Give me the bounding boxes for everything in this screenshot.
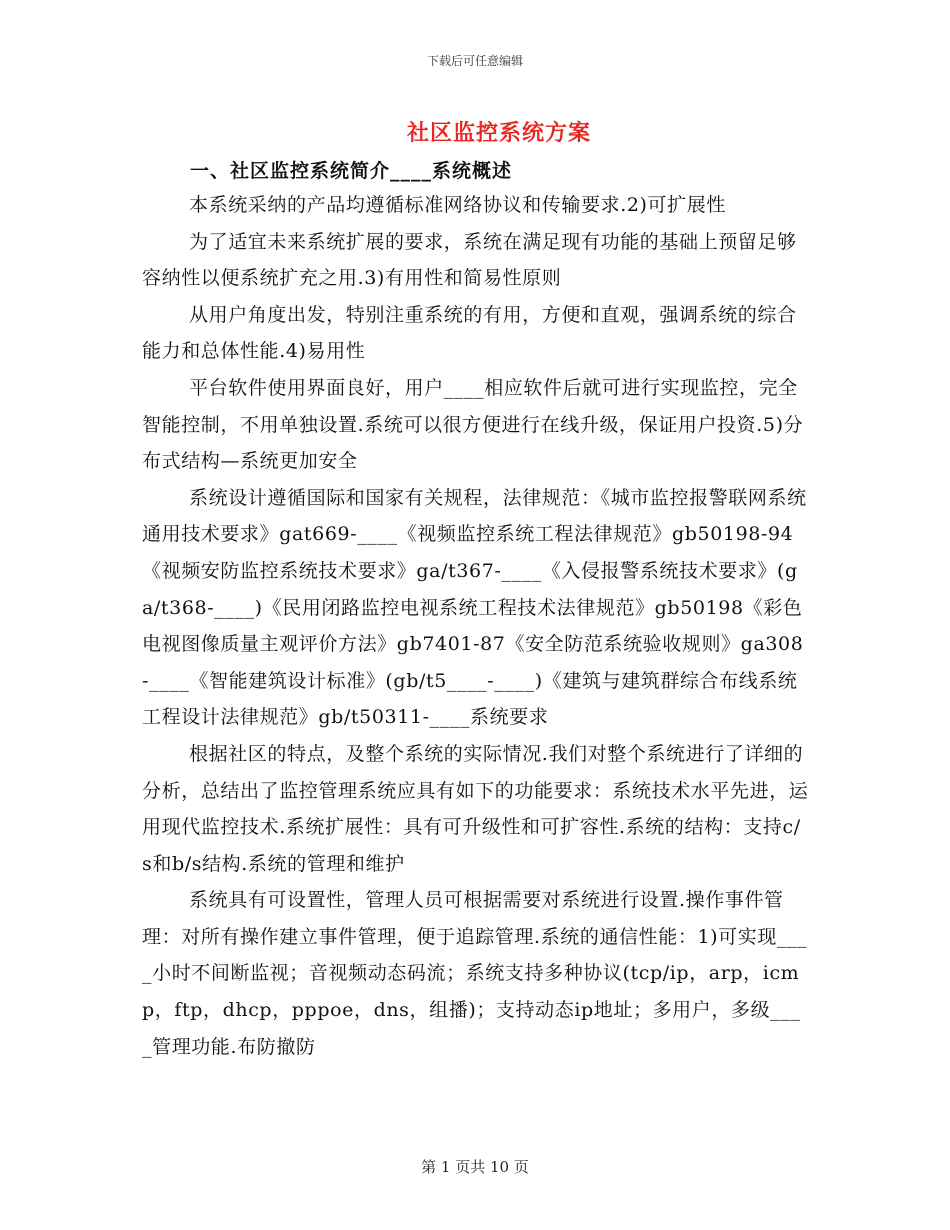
- paragraph: 根据社区的特点，及整个系统的实际情况.我们对整个系统进行了详细的分析，总结出了监控管理系统应具有如下的功能要求：系统技术水平先进，运用现代监控技术.系统扩展性：具有可升级性和可扩容性.系统的结构：支持c/s和b/s结构.系统的管理和维护: [142, 742, 809, 875]
- page-number-footer: 第 1 页共 10 页: [421, 1158, 529, 1176]
- paragraph: 系统设计遵循国际和国家有关规程，法律规范：《城市监控报警联网系统通用技术要求》gat669-____《视频监控系统工程法律规范》gb50198-94《视频安防监控系统技术要求》ga/t367-____《入侵报警系统技术要求》(ga/t368-____)《民用闭路监控电视系统工程技术法律规范》gb50198《彩色电视图像质量主观评价方法》gb7401-87《安全防范系统验收规则》ga308-____《智能建筑设计标准》(gb/t5____-____)《建筑与建筑群综合布线系统工程设计法律规范》gb/t50311-____系统要求: [142, 486, 807, 729]
- section-heading: 一、社区监控系统简介____系统概述: [190, 160, 513, 182]
- paragraph: 平台软件使用界面良好，用户____相应软件后就可进行实现监控，完全智能控制，不用单独设置.系统可以很方便进行在线升级，保证用户投资.5)分布式结构—系统更加安全: [142, 376, 804, 473]
- document-body: [142, 187, 810, 1065]
- paragraph: 从用户角度出发，特别注重系统的有用，方便和直观，强调系统的综合能力和总体性能.4)易用性: [142, 303, 797, 363]
- paragraph: 系统具有可设置性，管理人员可根据需要对系统进行设置.操作事件管理：对所有操作建立事件管理，便于追踪管理.系统的通信性能：1)可实现____小时不间断监视；音视频动态码流；系统支持多种协议(tcp/ip，arp，icmp，ftp，dhcp，pppoe，dns，组播)；支持动态ip地址；多用户，多级____管理功能.布防撤防: [142, 889, 808, 1058]
- header-note: 下载后可任意编辑: [426, 54, 523, 68]
- paragraph: 本系统采纳的产品均遵循标准网络协议和传输要求.2)可扩展性: [189, 194, 726, 216]
- paragraph: 为了适宜未来系统扩展的要求，系统在满足现有功能的基础上预留足够容纳性以便系统扩充之用.3)有用性和简易性原则: [142, 230, 797, 290]
- document-title: 社区监控系统方案: [406, 120, 591, 146]
